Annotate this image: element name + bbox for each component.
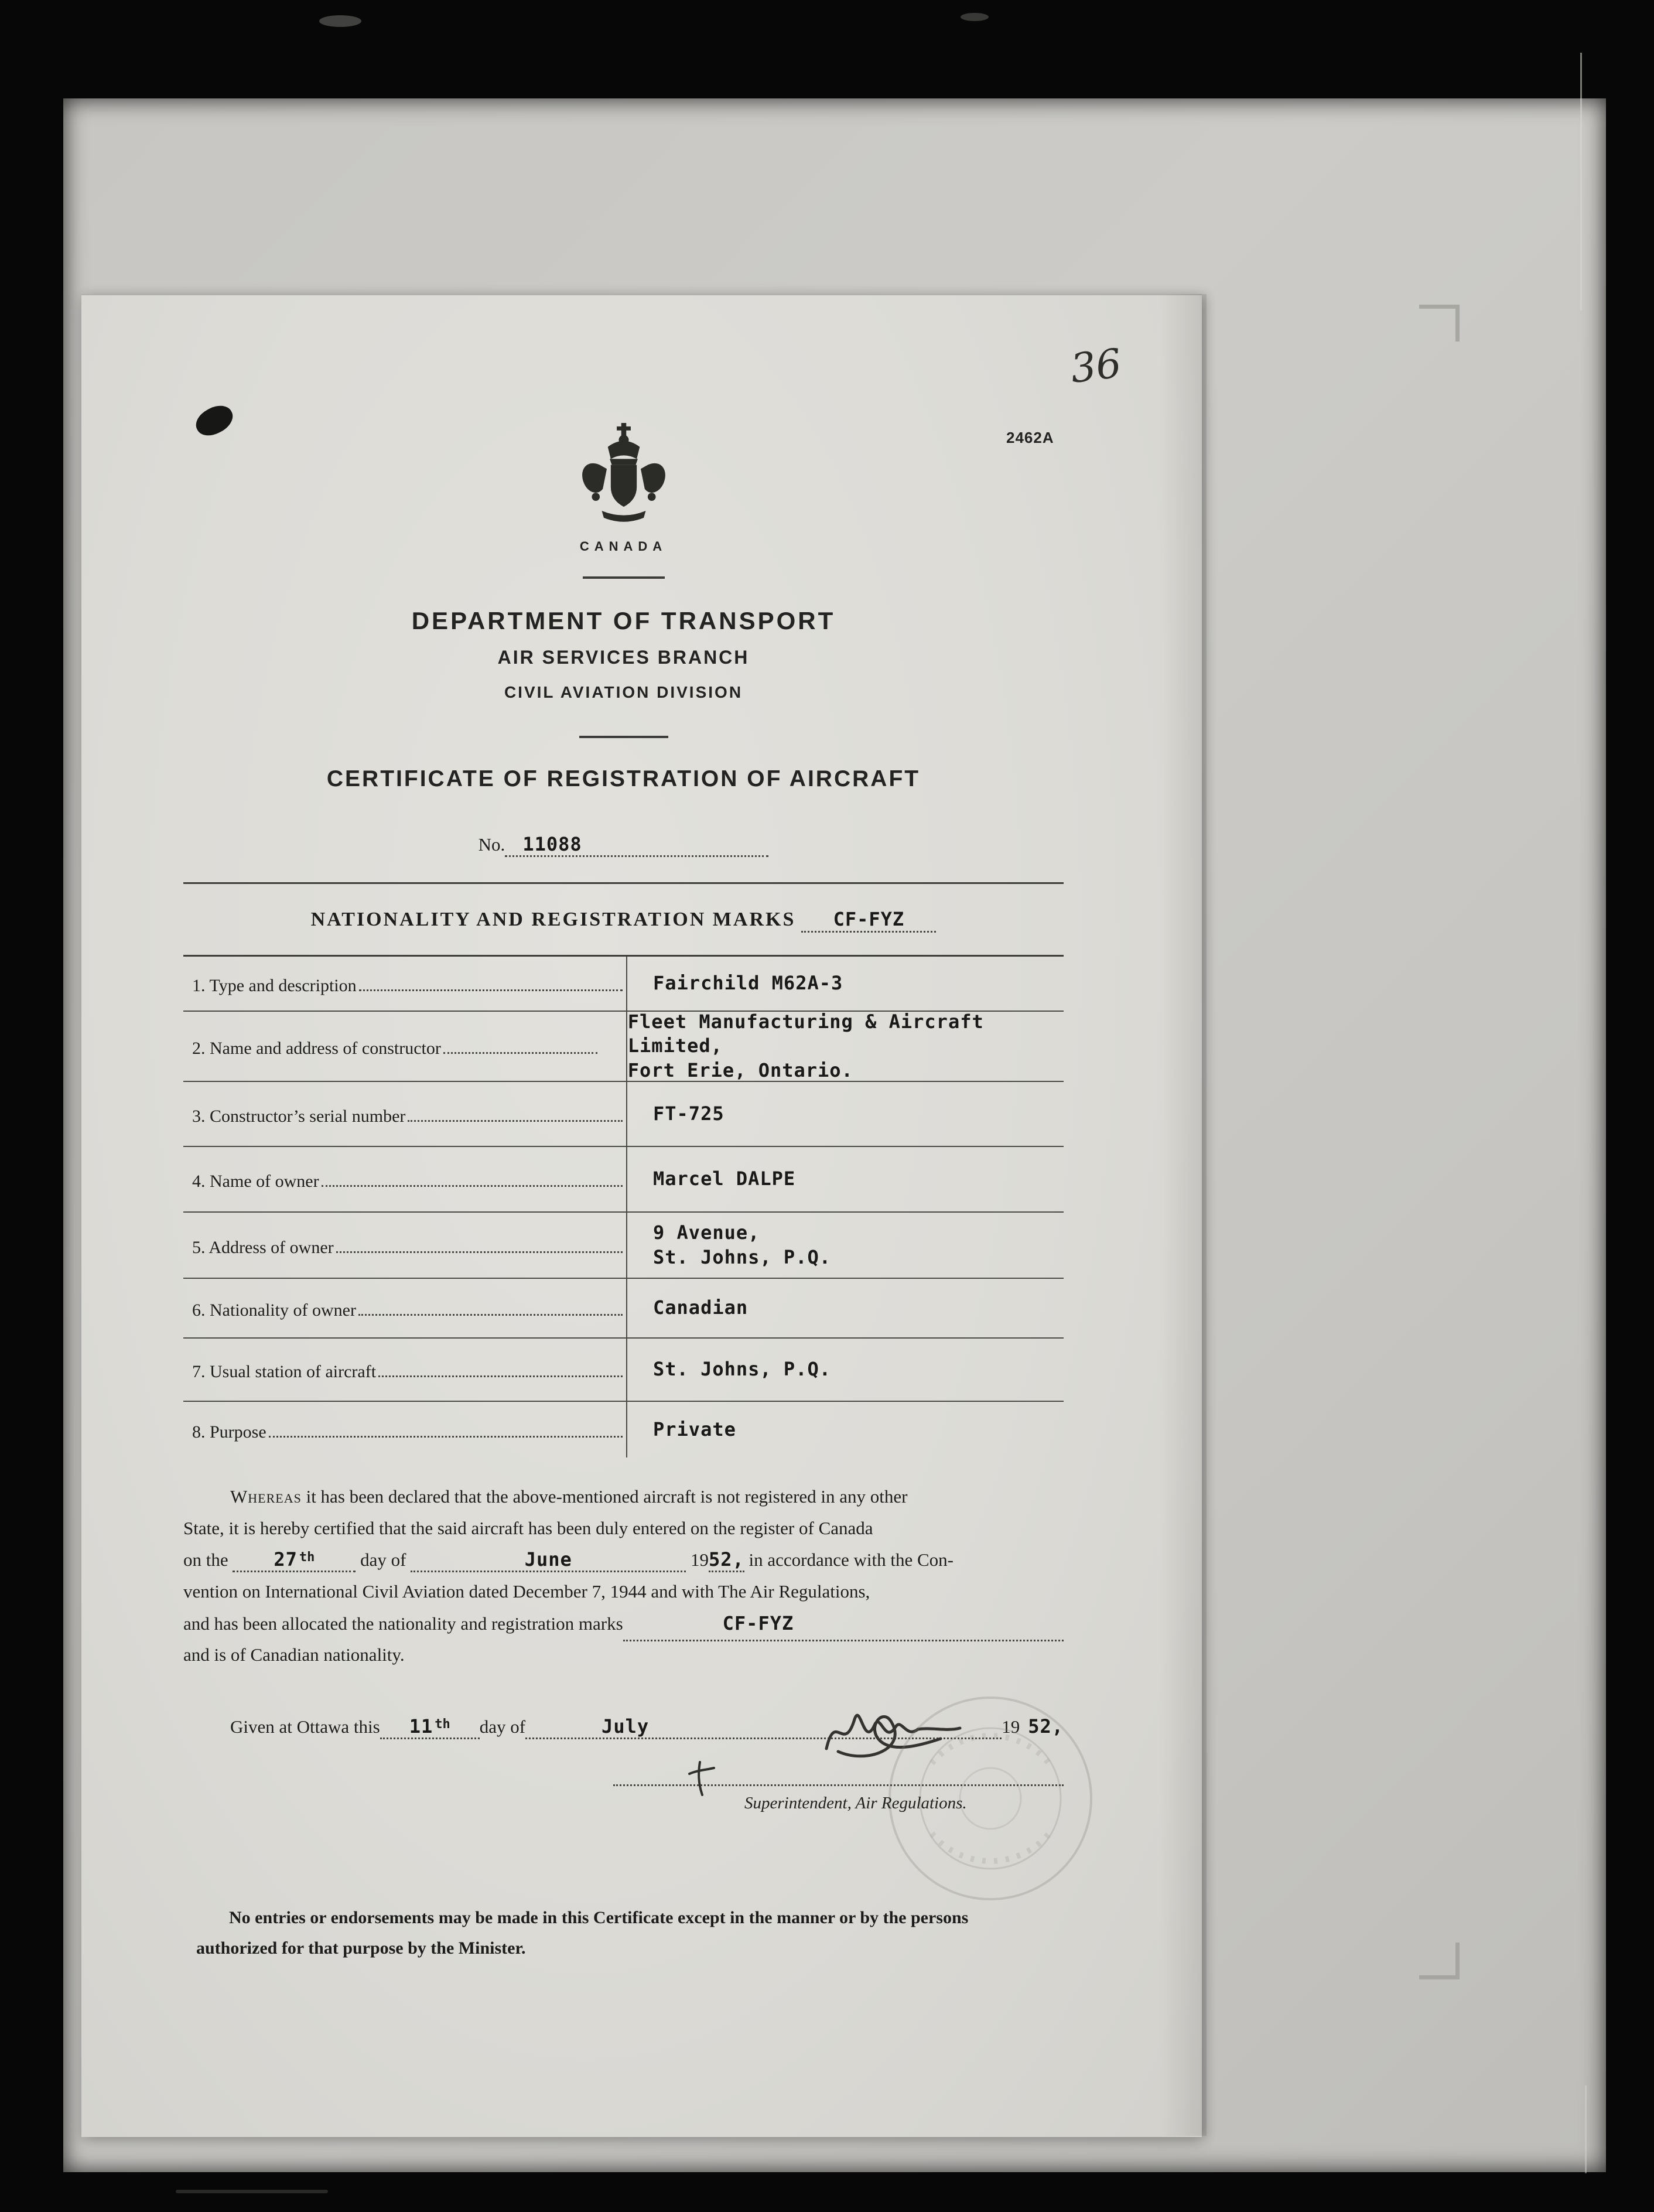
whereas-lead: Whereas xyxy=(230,1486,302,1507)
page-edge-shadow xyxy=(1160,294,1207,2136)
table-row xyxy=(183,1147,1064,1213)
paragraph-text: in accordance with the Con- xyxy=(749,1549,954,1570)
paragraph-line: it has been declared that the above-mentioned aircraft is not registered in any other xyxy=(301,1486,908,1507)
divider-rule xyxy=(579,736,668,738)
issue-day: 11 xyxy=(409,1715,433,1737)
table-row xyxy=(183,1082,1064,1147)
field-value: 9 Avenue, xyxy=(653,1221,760,1244)
branch-title: AIR SERVICES BRANCH xyxy=(497,647,750,668)
field-label: 8. Purpose xyxy=(192,1422,266,1442)
paragraph-text: 19 xyxy=(690,1549,709,1570)
field-value: Fairchild M62A-3 xyxy=(653,972,843,995)
paragraph-line: vention on International Civil Aviation dated December 7, 1944 and with The Air Regulations, xyxy=(183,1581,870,1602)
dotted-leader xyxy=(336,1233,623,1253)
certificate-content xyxy=(183,0,1125,2212)
field-value: Fleet Manufacturing & Aircraft Limited, xyxy=(627,1010,984,1057)
allocated-marks: CF-FYZ xyxy=(722,1612,794,1634)
ink-smudge xyxy=(192,400,238,441)
footer-line: authorized for that purpose by the Minister. xyxy=(196,1938,526,1958)
dotted-leader xyxy=(359,971,623,992)
registered-month: June xyxy=(524,1548,572,1571)
dotted-leader xyxy=(443,1034,597,1054)
certificate-number-value: 11088 xyxy=(522,833,582,855)
issue-text: 19 xyxy=(1002,1716,1020,1737)
dotted-leader xyxy=(322,1167,623,1187)
field-label: 5. Address of owner xyxy=(192,1237,334,1257)
divider-rule xyxy=(583,576,665,579)
field-value: Marcel DALPE xyxy=(653,1168,796,1190)
field-value: FT-725 xyxy=(653,1102,725,1125)
footer-notice xyxy=(196,1903,1064,1964)
certification-paragraph xyxy=(183,1481,1064,1671)
table-row xyxy=(183,1279,1064,1339)
registration-table xyxy=(183,957,1064,1457)
registration-marks-line xyxy=(183,908,1064,933)
field-label: 6. Nationality of owner xyxy=(192,1300,356,1320)
table-row xyxy=(183,1012,1064,1082)
dotted-leader xyxy=(408,1101,623,1122)
handwritten-cross-mark xyxy=(688,1761,715,1796)
canada-coat-of-arms-icon xyxy=(572,423,675,538)
signature-line xyxy=(613,1784,1064,1786)
dotted-leader xyxy=(358,1296,623,1316)
film-scratch xyxy=(1585,2085,1587,2173)
registered-day: 27 xyxy=(274,1548,298,1571)
footer-line: No entries or endorsements may be made in this Certificate except in the manner or by the persons xyxy=(229,1908,969,1927)
issue-year: 52, xyxy=(1028,1715,1064,1737)
form-number: 2462A xyxy=(1006,429,1054,446)
department-title: DEPARTMENT OF TRANSPORT xyxy=(411,607,836,634)
registered-year: 52, xyxy=(708,1548,744,1571)
number-label: No. xyxy=(478,834,505,855)
paragraph-text: day of xyxy=(360,1549,406,1570)
field-value: Canadian xyxy=(653,1296,749,1319)
registered-day-suffix: th xyxy=(299,1550,315,1565)
certificate-number-line xyxy=(183,833,1064,857)
field-label: 4. Name of owner xyxy=(192,1172,319,1192)
field-label: 2. Name and address of constructor xyxy=(192,1039,441,1059)
signatory-title: Superintendent, Air Regulations. xyxy=(744,1794,967,1812)
dotted-leader xyxy=(378,1357,623,1378)
paragraph-text: and has been allocated the nationality and registration marks xyxy=(183,1613,623,1634)
certificate-title: CERTIFICATE OF REGISTRATION OF AIRCRAFT xyxy=(326,766,921,791)
issue-text: Given at Ottawa this xyxy=(230,1716,380,1737)
division-title: CIVIL AVIATION DIVISION xyxy=(504,683,743,701)
field-value: St. Johns, P.Q. xyxy=(653,1245,831,1268)
field-label: 7. Usual station of aircraft xyxy=(192,1362,377,1382)
issue-text: day of xyxy=(479,1716,526,1737)
table-row xyxy=(183,1213,1064,1279)
field-label: 1. Type and description xyxy=(192,976,357,996)
field-label: 3. Constructor’s serial number xyxy=(192,1106,406,1126)
table-row xyxy=(183,957,1064,1012)
paragraph-line: State, it is hereby certified that the said aircraft has been duly entered on the register of Canada xyxy=(183,1518,873,1538)
table-row xyxy=(183,1402,1064,1457)
field-value: St. Johns, P.Q. xyxy=(653,1358,831,1381)
handwritten-frame-number: 36 xyxy=(1068,340,1125,392)
dotted-leader xyxy=(269,1417,623,1438)
field-value: Private xyxy=(653,1418,736,1440)
paragraph-line: and is of Canadian nationality. xyxy=(183,1644,405,1665)
signature xyxy=(803,1693,979,1775)
section-rule xyxy=(183,882,1064,884)
film-scratch xyxy=(1580,53,1582,310)
corner-bracket-mark xyxy=(1419,1943,1460,1979)
corner-bracket-mark xyxy=(1419,305,1460,342)
marks-label: NATIONALITY AND REGISTRATION MARKS xyxy=(310,909,796,930)
table-row xyxy=(183,1339,1064,1402)
issue-day-suffix: th xyxy=(435,1717,450,1732)
marks-value: CF-FYZ xyxy=(833,908,905,930)
issue-month: July xyxy=(602,1715,650,1737)
table-divider xyxy=(626,957,627,1457)
field-value: Fort Erie, Ontario. xyxy=(627,1059,853,1081)
paragraph-text: on the xyxy=(183,1549,228,1570)
country-label: CANADA xyxy=(579,539,668,554)
